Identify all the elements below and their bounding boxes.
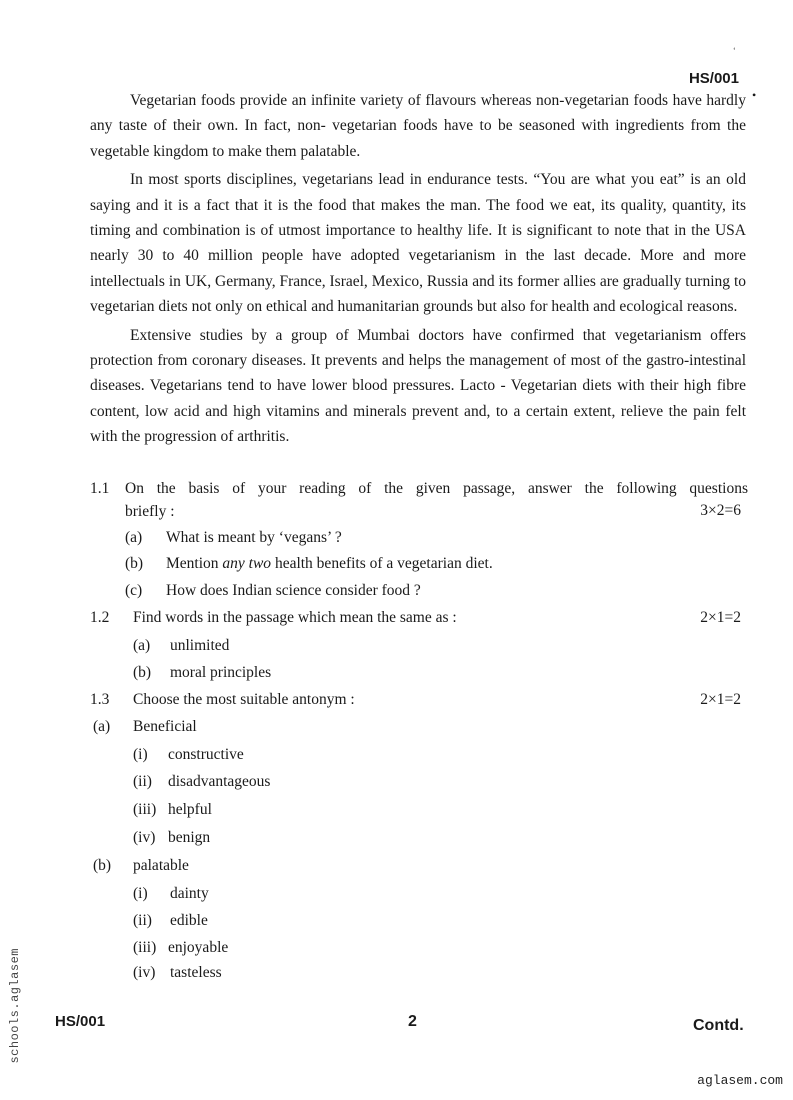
passage xyxy=(90,88,746,453)
q1-3-a-option-label: (i) xyxy=(133,746,148,763)
q1-3-b-option-label: (iv) xyxy=(133,964,156,981)
q1-3-b-option-text: enjoyable xyxy=(168,939,229,956)
q1-1-b-emphasis: any two xyxy=(222,555,272,572)
q1-2-a-text: unlimited xyxy=(170,637,230,654)
q1-1-number: 1.1 xyxy=(90,480,110,497)
q1-3-a-option-label: (ii) xyxy=(133,773,152,790)
passage-paragraph: Extensive studies by a group of Mumbai doctors have confirmed that vegetarianism offers protection from coronary diseases. It prevents and helps the management of most of the gastro-intestinal diseases. Vegetarians tend to have lower blood pressures. Lacto - Vegetarian diets with their high fibre content, low acid and high vitamins and minerals prevent and, to a certain extent, relieve the pain felt with the progression of arthritis. xyxy=(90,326,746,446)
q1-3-a-option-text: benign xyxy=(168,829,211,846)
site-watermark: aglasem.com xyxy=(697,1073,783,1088)
q1-3-a-label: (a) xyxy=(93,718,111,735)
q1-2-b-text: moral principles xyxy=(170,664,272,681)
q1-1-b-text xyxy=(166,551,493,577)
q1-3-b-option-text: edible xyxy=(170,912,208,929)
q1-1-b-post: health benefits of a vegetarian diet. xyxy=(271,555,493,572)
header-code: HS/001 xyxy=(688,70,739,87)
header-dot: • xyxy=(752,88,757,102)
q1-3-a-option-label: (iii) xyxy=(133,801,157,818)
q1-2-b-label: (b) xyxy=(133,664,152,681)
q1-3-number: 1.3 xyxy=(90,691,110,708)
q1-3-b-option-text: tasteless xyxy=(170,964,222,981)
q1-3-b-option-label: (iii) xyxy=(133,939,157,956)
q1-1-a-text: What is meant by ‘vegans’ ? xyxy=(166,529,342,546)
q1-3-a-option-label: (iv) xyxy=(133,829,156,846)
q1-2-a-label: (a) xyxy=(133,637,151,654)
q1-1-text-cont: briefly : xyxy=(125,503,175,520)
q1-3-b-label: (b) xyxy=(93,857,112,874)
q1-1-text: On the basis of your reading of the given passage, answer the following questions xyxy=(125,480,748,497)
footer-code: HS/001 xyxy=(55,1013,106,1030)
q1-3-a-option-text: constructive xyxy=(168,746,244,763)
sidebar-watermark: schools.aglasem xyxy=(8,948,22,1064)
q1-3-b-option-label: (i) xyxy=(133,885,148,902)
passage-paragraph: In most sports disciplines, vegetarians lead in endurance tests. “You are what you eat” is an old saying and it is a fact that it is the food that makes the man. The food we eat, its quality, quantity, its timing and combination is of utmost importance to healthy life. It is significant to note that in the USA nearly 30 to 40 million people have adopted vegetarianism in the last decade. More and more intellectuals in UK, Germany, France, Israel, Mexico, Russia and its former allies are gradually turning to vegetarian diets not only on ethical and humanitarian grounds but also for health and ecological reasons. xyxy=(90,171,746,316)
q1-1-b-pre: Mention xyxy=(166,555,223,572)
q1-1-marks: 3×2=6 xyxy=(700,502,741,519)
passage-paragraph: Vegetarian foods provide an infinite variety of flavours whereas non-vegetarian foods have hardly any taste of their own. In fact, non- vegetarian foods have to be seasoned with ingredients from the vegetable kingdom to make them palatable. xyxy=(90,92,746,160)
q1-2-number: 1.2 xyxy=(90,609,110,626)
q1-2-text: Find words in the passage which mean the same as : xyxy=(133,609,457,626)
page-number: 2 xyxy=(408,1013,417,1030)
q1-3-b-option-label: (ii) xyxy=(133,912,152,929)
q1-1-a-label: (a) xyxy=(125,529,143,546)
q1-3-a-option-text: disadvantageous xyxy=(168,773,271,790)
q1-1-c-label: (c) xyxy=(125,582,143,599)
q1-2-marks: 2×1=2 xyxy=(700,609,741,626)
q1-1-c-text: How does Indian science consider food ? xyxy=(166,582,421,599)
q1-3-marks: 2×1=2 xyxy=(700,691,741,708)
q1-3-a-word: Beneficial xyxy=(133,718,197,735)
top-mark: ‘ xyxy=(733,46,736,55)
q1-3-text: Choose the most suitable antonym : xyxy=(133,691,355,708)
q1-1-b-label: (b) xyxy=(125,555,144,572)
q1-3-b-option-text: dainty xyxy=(170,885,209,902)
q1-3-b-word: palatable xyxy=(133,857,189,874)
continued-label: Contd. xyxy=(693,1017,744,1034)
q1-3-a-option-text: helpful xyxy=(168,801,212,818)
